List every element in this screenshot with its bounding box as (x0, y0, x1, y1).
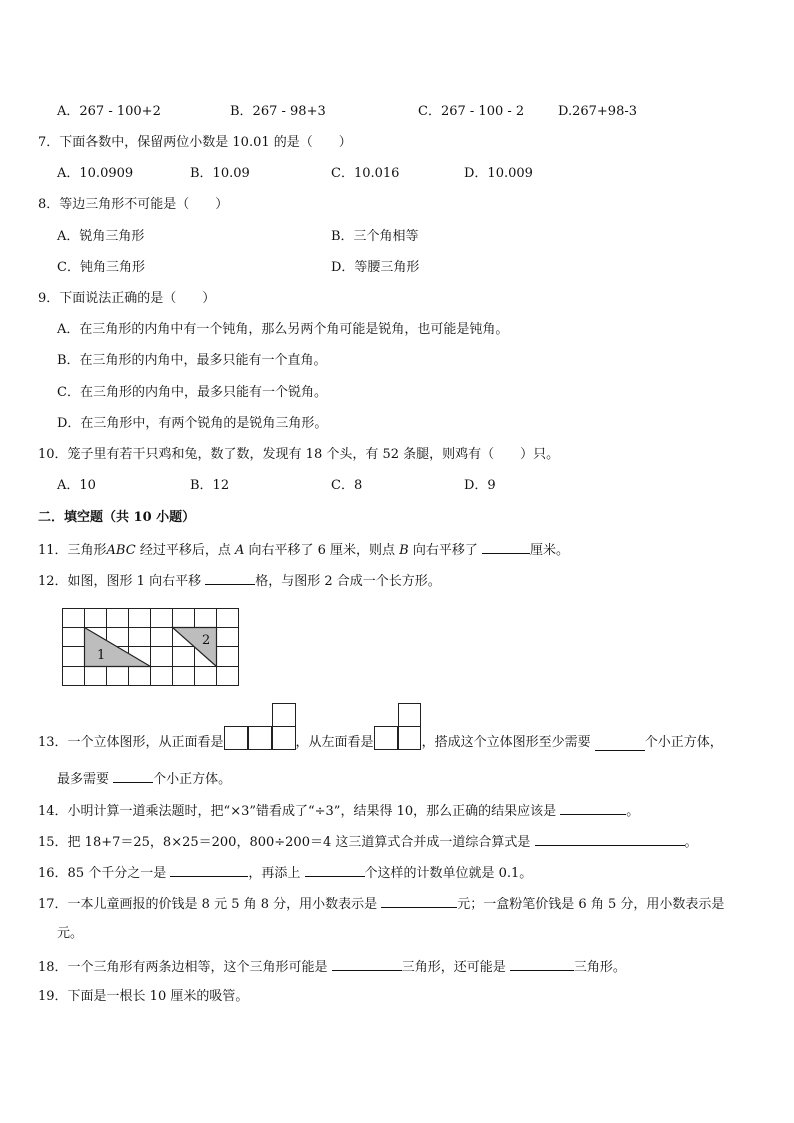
shape-2-label: 2 (202, 633, 211, 648)
q18-second-blank[interactable] (510, 958, 574, 971)
q10-option-d: D．9 (464, 478, 496, 493)
q12: 12．如图，图形 1 向右平移 格，与图形 2 合成一个长方形。 (38, 574, 441, 589)
q6-option-d: D.267+98-3 (558, 104, 638, 119)
q8-option-d: D．等腰三角形 (331, 260, 420, 275)
q11-answer-blank[interactable] (482, 541, 530, 554)
q7-option-c: C．10.016 (331, 166, 400, 181)
q7-stem: 7．下面各数中，保留两位小数是 10.01 的是（ ） (38, 135, 352, 150)
q9-option-c: C．在三角形的内角中，最多只能有一个锐角。 (57, 385, 327, 400)
q13-line1: 13．一个立体图形，从正面看是 ，从左面看是 ，搭成这个立体图形至少需要 个小正方体， (38, 703, 723, 751)
q9-option-d: D．在三角形中，有两个锐角的是锐角三角形。 (57, 416, 328, 431)
q14: 14．小明计算一道乘法题时，把“×3”错看成了“÷3”，结果得 10，那么正确的结果应该是 。 (38, 804, 640, 819)
q16-first-blank[interactable] (170, 864, 248, 877)
q13-min-blank[interactable] (595, 738, 645, 751)
q6-option-b: B．267 - 98+3 (230, 104, 326, 119)
q18: 18．一个三角形有两条边相等，这个三角形可能是 三角形，还可能是 三角形。 (38, 960, 626, 975)
q14-answer-blank[interactable] (560, 802, 626, 815)
q9-option-a: A．在三角形的内角中有一个钝角，那么另两个角可能是锐角，也可能是钝角。 (57, 322, 509, 337)
q7-option-a: A．10.0909 (57, 166, 134, 181)
q8-option-a: A．锐角三角形 (57, 229, 145, 244)
q9-stem: 9．下面说法正确的是（ ） (38, 291, 216, 306)
q10-stem: 10．笼子里有若干只鸡和兔，数了数，发现有 18 个头，有 52 条腿，则鸡有（ ）只。 (38, 447, 560, 462)
q10-option-c: C．8 (331, 478, 363, 493)
q17-line2: 元。 (57, 926, 84, 941)
q13-max-blank[interactable] (113, 770, 153, 783)
q12-answer-blank[interactable] (205, 572, 255, 585)
q17-line1: 17．一本儿童画报的价钱是 8 元 5 角 8 分，用小数表示是 元；一盒粉笔价钱是 6 角 5 分，用小数表示是 (38, 897, 725, 912)
q11: 11．三角形ABC 经过平移后，点 A 向右平移了 6 厘米，则点 B 向右平移了 厘米。 (38, 543, 569, 558)
q17-first-blank[interactable] (381, 895, 457, 908)
q8-option-c: C．钝角三角形 (57, 260, 145, 275)
q9-option-b: B．在三角形的内角中，最多只能有一个直角。 (57, 353, 327, 368)
q8-option-b: B．三个角相等 (331, 229, 419, 244)
q10-option-b: B．12 (190, 478, 230, 493)
q16-second-blank[interactable] (305, 864, 365, 877)
q12-grid-figure (62, 608, 240, 688)
left-view-figure (374, 703, 422, 751)
q15-answer-blank[interactable] (535, 833, 685, 846)
q18-first-blank[interactable] (332, 958, 402, 971)
q19: 19．下面是一根长 10 厘米的吸管。 (38, 989, 249, 1004)
q6-option-a: A．267 - 100+2 (57, 104, 161, 119)
q7-option-b: B．10.09 (190, 166, 250, 181)
front-view-figure (224, 703, 296, 751)
q16: 16．85 个千分之一是 ，再添上 个这样的计数单位就是 0.1。 (38, 866, 533, 881)
shape-1-label: 1 (97, 648, 106, 663)
q10-option-a: A．10 (57, 478, 96, 493)
q6-option-c: C．267 - 100 - 2 (418, 104, 525, 119)
section-heading-fill-in: 二．填空题（共 10 小题） (38, 510, 196, 525)
q7-option-d: D．10.009 (464, 166, 533, 181)
q15: 15．把 18+7＝25，8×25＝200，800÷200＝4 这三道算式合并成一道综合算式是 。 (38, 835, 698, 850)
q13-line2: 最多需要 个小正方体。 (57, 772, 232, 787)
q8-stem: 8．等边三角形不可能是（ ） (38, 197, 229, 212)
